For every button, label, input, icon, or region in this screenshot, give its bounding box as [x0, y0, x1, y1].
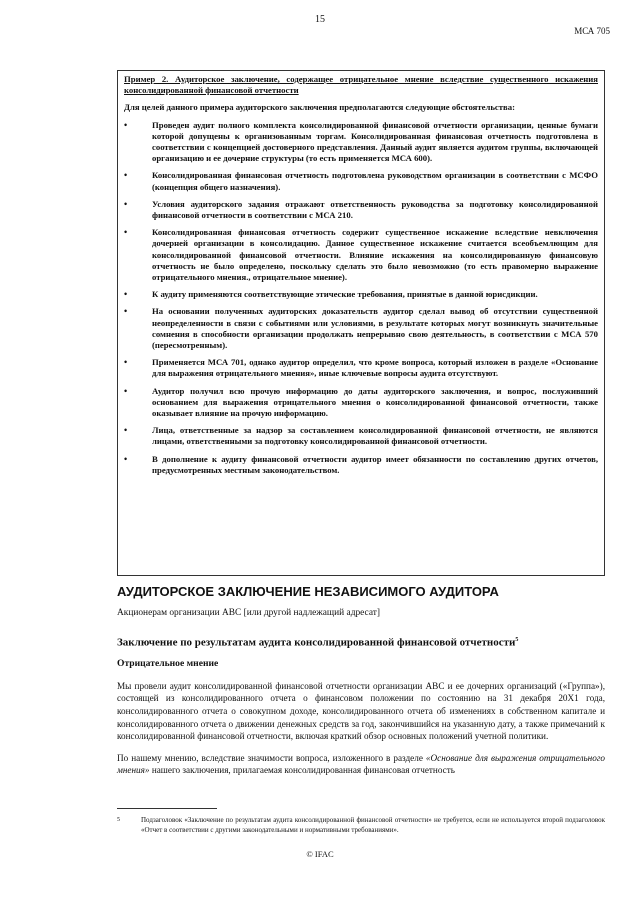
example-intro: Для целей данного примера аудиторского заключения предполагаются следующие обстоятельства:	[124, 102, 515, 113]
list-item	[124, 425, 598, 447]
copyright-footer: © IFAC	[306, 849, 334, 859]
footnote-mark: 5	[117, 817, 120, 823]
page-number: 15	[315, 14, 325, 25]
footnote	[117, 815, 605, 835]
list-item-text: К аудиту применяются соответствующие этические требования, принятые в данной юрисдикции.	[152, 289, 538, 300]
list-item	[124, 120, 598, 165]
bullet-icon: •	[124, 289, 128, 300]
bullet-icon: •	[124, 227, 128, 238]
list-item	[124, 199, 598, 221]
list-item-text: В дополнение к аудиту финансовой отчетности аудитор имеет обязанности по составлению других отчетов, предусмотренных местным законодательством.	[152, 453, 598, 475]
list-item	[124, 289, 598, 300]
list-item-text: Применяется МСА 701, однако аудитор определил, что кроме вопроса, который изложен в разделе «Основание для выражения отрицательного мнения», иные ключевые вопросы аудита отсутствуют.	[152, 357, 598, 379]
list-item	[124, 170, 598, 192]
footnote-text: Подзаголовок «Заключение по результатам аудита консолидированной финансовой отчетности» не требуется, если не используется второй подзаголовок «Отчет в соответствии с другими законодательными и нормативными требованиями».	[141, 816, 605, 834]
footnote-divider	[117, 808, 217, 809]
list-item-text: Консолидированная финансовая отчетность подготовлена руководством организации в соответствии с МСФО (концепция общего назначения).	[152, 170, 598, 192]
list-item-text: Аудитор получил всю прочую информацию до даты аудиторского заключения, и вопрос, послуживший основанием для выражения отрицательного мнения о консолидированной финансовой отчетности, также оказывает влияние на прочую информацию.	[152, 385, 598, 419]
bullet-icon: •	[124, 357, 128, 368]
report-addressee: Акционерам организации АВС [или другой надлежащий адресат]	[117, 608, 380, 618]
opinion-paragraph-1: Мы провели аудит консолидированной финансовой отчетности организации АВС и ее дочерних организаций («Группа»), состоящей из консолидированного отчета о финансовом положении по состоянию на 31 декабря 20Х1 года, консолидированного отчета о совокупном доходе, консолидированного отчета об изменениях в собственном капитале и консолидированного отчета о движении денежных средств за год, закончившийся на указанную дату, а также примечаний к консолидированной финансовой отчетности, включая краткий обзор основных положений учетной политики.	[117, 680, 605, 742]
bullet-icon: •	[124, 119, 128, 130]
list-item	[124, 227, 598, 283]
list-item	[124, 306, 598, 351]
section-title	[117, 633, 605, 650]
example-title: Пример 2. Аудиторское заключение, содержащее отрицательное мнение вследствие существенного искажения консолидированной финансовой отчетности	[124, 74, 598, 96]
circumstances-list	[124, 120, 598, 476]
paragraph2-italic-reference: «Основание для выражения отрицательного мнения»	[117, 752, 606, 776]
list-item	[124, 357, 598, 379]
report-title: АУДИТОРСКОЕ ЗАКЛЮЧЕНИЕ НЕЗАВИСИМОГО АУДИТОРА	[117, 584, 499, 599]
list-item	[124, 454, 598, 476]
opinion-paragraph-2	[117, 752, 605, 777]
list-item-text: Проведен аудит полного комплекта консолидированной финансовой отчетности организации, ценные бумаги которой допущены к организованным торгам. Консолидированная финансовая отчетность подготовлена в соответствии с концепцией достоверного представления. Данный аудит является аудитом группы, включающей организацию и ее дочерние структуры (то есть применяется МСА 600).	[152, 119, 598, 164]
list-item-text: Лица, ответственные за надзор за составлением консолидированной финансовой отчетности, не являются лицами, ответственными за подготовку консолидированной финансовой отчетности.	[152, 425, 598, 447]
list-item-text: Условия аудиторского задания отражают ответственность руководства за подготовку консолидированной финансовой отчетности в соответствии с МСА 210.	[152, 198, 598, 221]
footnote-reference: 5	[515, 636, 519, 643]
list-item-text: Консолидированная финансовая отчетность содержит существенное искажение вследствие невключения дочерней организации в консолидацию. Данное существенное искажение считается всеобъемлющим для консолидированной финансовой отчетности. Влияние искажения на консолидированную финансовую отчетность не было определено, поскольку сделать это было невозможно (то есть правомерно выражение отрицательного мнения., отрицательное мнение).	[152, 227, 598, 283]
standard-code: МСА 705	[574, 26, 610, 36]
subsection-title: Отрицательное мнение	[117, 658, 219, 670]
list-item-text: На основании полученных аудиторских доказательств аудитор сделал вывод об отсутствии существенной неопределенности в связи с событиями или условиями, в результате которых могут возникнуть значительные сомнения в способности организации продолжать непрерывно свою деятельность, в соответствии с МСА 570 (пересмотренным).	[152, 306, 598, 351]
example-box	[117, 70, 605, 576]
bullet-icon: •	[124, 306, 128, 317]
bullet-icon: •	[124, 170, 128, 181]
bullet-icon: •	[124, 425, 128, 436]
section-title-text: Заключение по результатам аудита консолидированной финансовой отчетности	[117, 636, 516, 649]
paragraph2-start: По нашему мнению, вследствие значимости вопроса, изложенного в разделе	[117, 752, 426, 763]
list-item	[124, 386, 598, 420]
report-body	[117, 584, 605, 777]
bullet-icon: •	[124, 453, 128, 464]
paragraph2-end: нашего заключения, прилагаемая консолидированная финансовая отчетность	[149, 765, 455, 776]
bullet-icon: •	[124, 198, 128, 209]
bullet-icon: •	[124, 385, 128, 396]
